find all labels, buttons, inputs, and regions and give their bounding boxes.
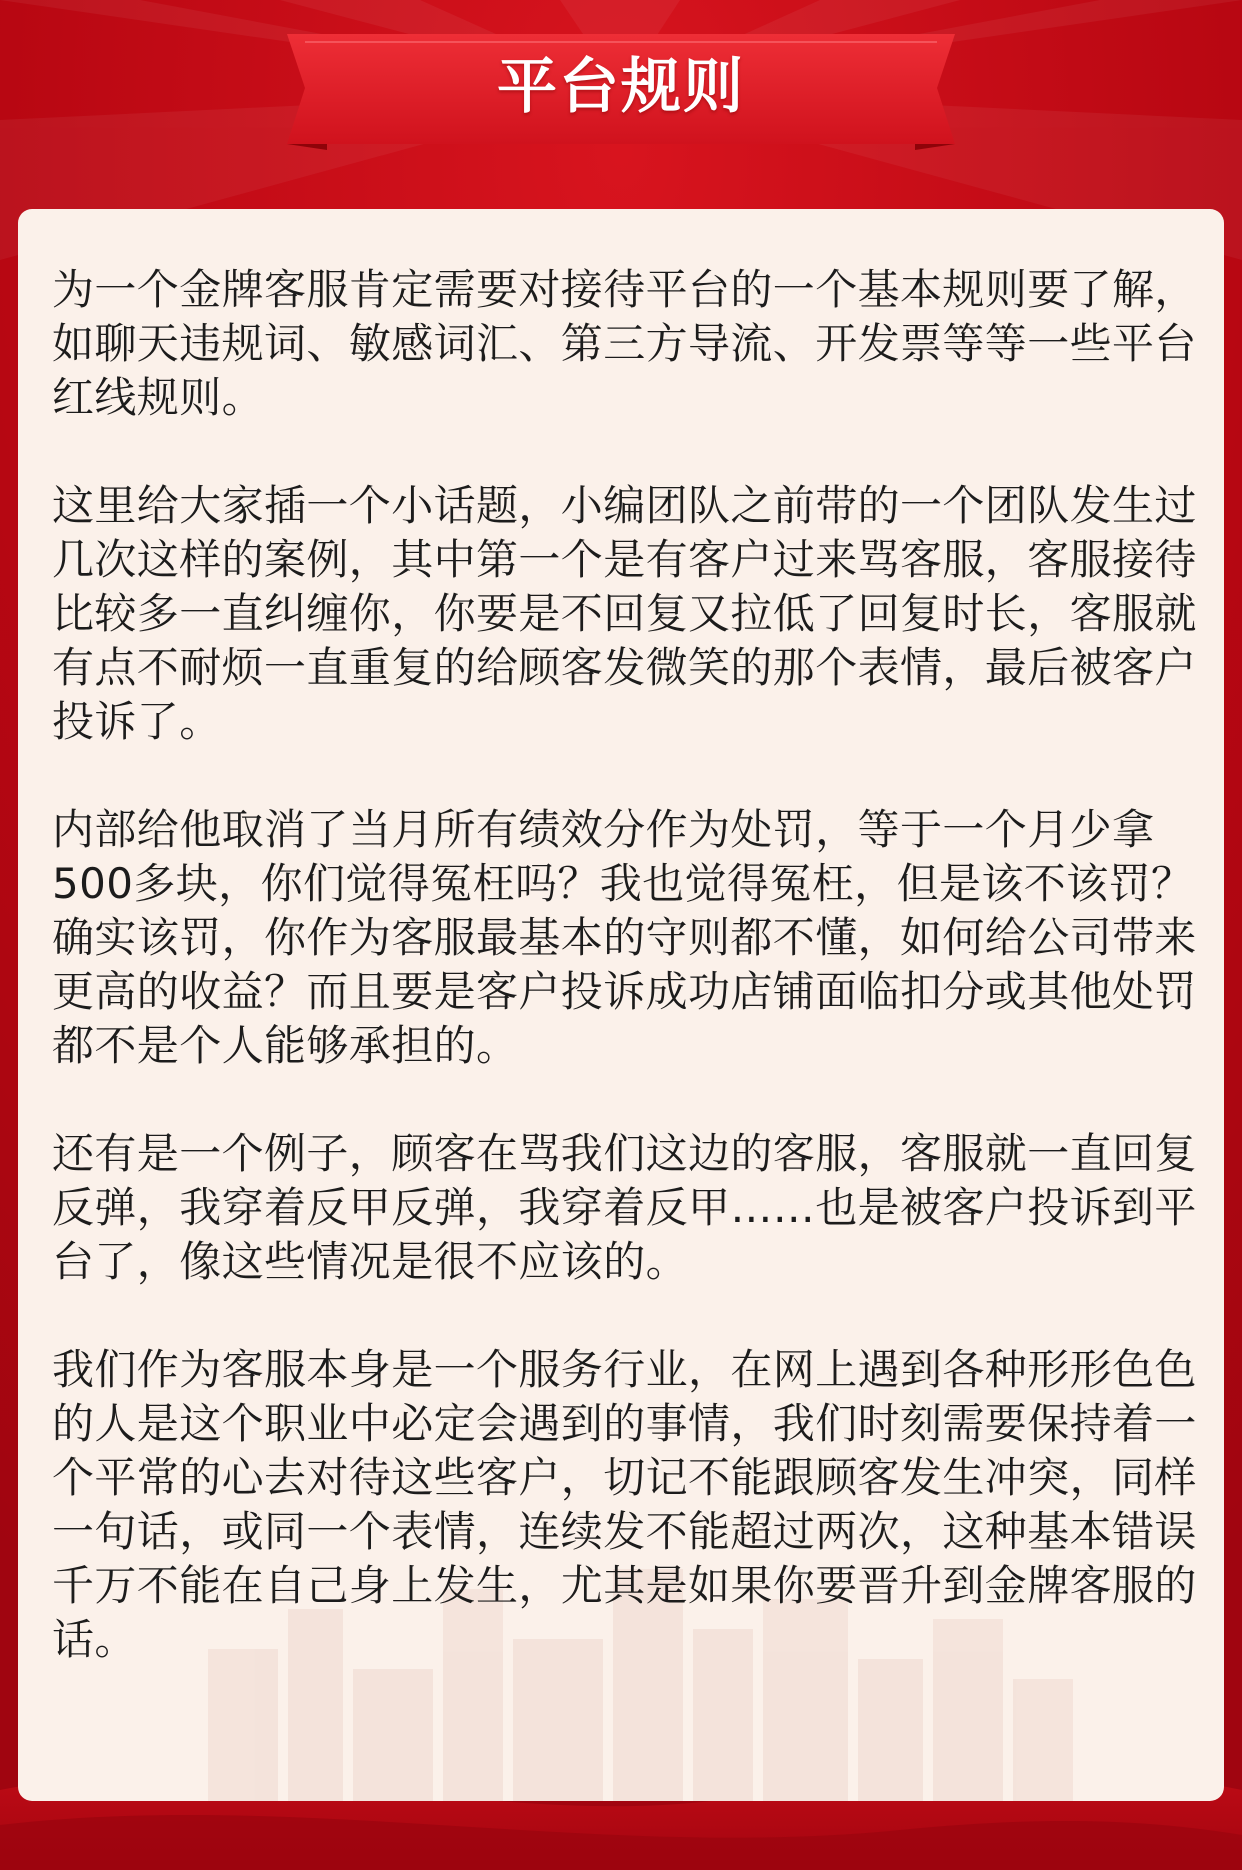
paragraph-conclusion: 我们作为客服本身是一个服务行业，在网上遇到各种形形色色的人是这个职业中必定会遇到的事情，我们时刻需要保持着一个平常的心去对待这些客户，切记不能跟顾客发生冲突，同样一句话，或同一个表情，连续发不能超过两次，这种基本错误千万不能在自己身上发生，尤其是如果你要晋升到金牌客服的话。 — [52, 1345, 1197, 1664]
paragraph-case-one: 这里给大家插一个小话题，小编团队之前带的一个团队发生过几次这样的案例，其中第一个是有客户过来骂客服，客服接待比较多一直纠缠你，你要是不回复又拉低了回复时长，客服就有点不耐烦一直重复的给顾客发微笑的那个表情，最后被客户投诉了。 — [52, 481, 1197, 746]
paragraph-intro: 为一个金牌客服肯定需要对接待平台的一个基本规则要了解，如聊天违规词、敏感词汇、第三方导流、开发票等等一些平台红线规则。 — [52, 265, 1197, 422]
rules-text — [52, 263, 1202, 1721]
rules-card — [18, 209, 1224, 1801]
paragraph-case-two: 还有是一个例子，顾客在骂我们这边的客服，客服就一直回复反弹，我穿着反甲反弹，我穿着反甲……也是被客户投诉到平台了，像这些情况是很不应该的。 — [52, 1129, 1197, 1286]
page-title: 平台规则 — [497, 52, 745, 122]
paragraph-penalty: 内部给他取消了当月所有绩效分作为处罚，等于一个月少拿500多块，你们觉得冤枉吗？我也觉得冤枉，但是该不该罚？确实该罚，你作为客服最基本的守则都不懂，如何给公司带来更高的收益？而且要是客户投诉成功店铺面临扣分或其他处罚都不是个人能够承担的。 — [52, 805, 1197, 1070]
